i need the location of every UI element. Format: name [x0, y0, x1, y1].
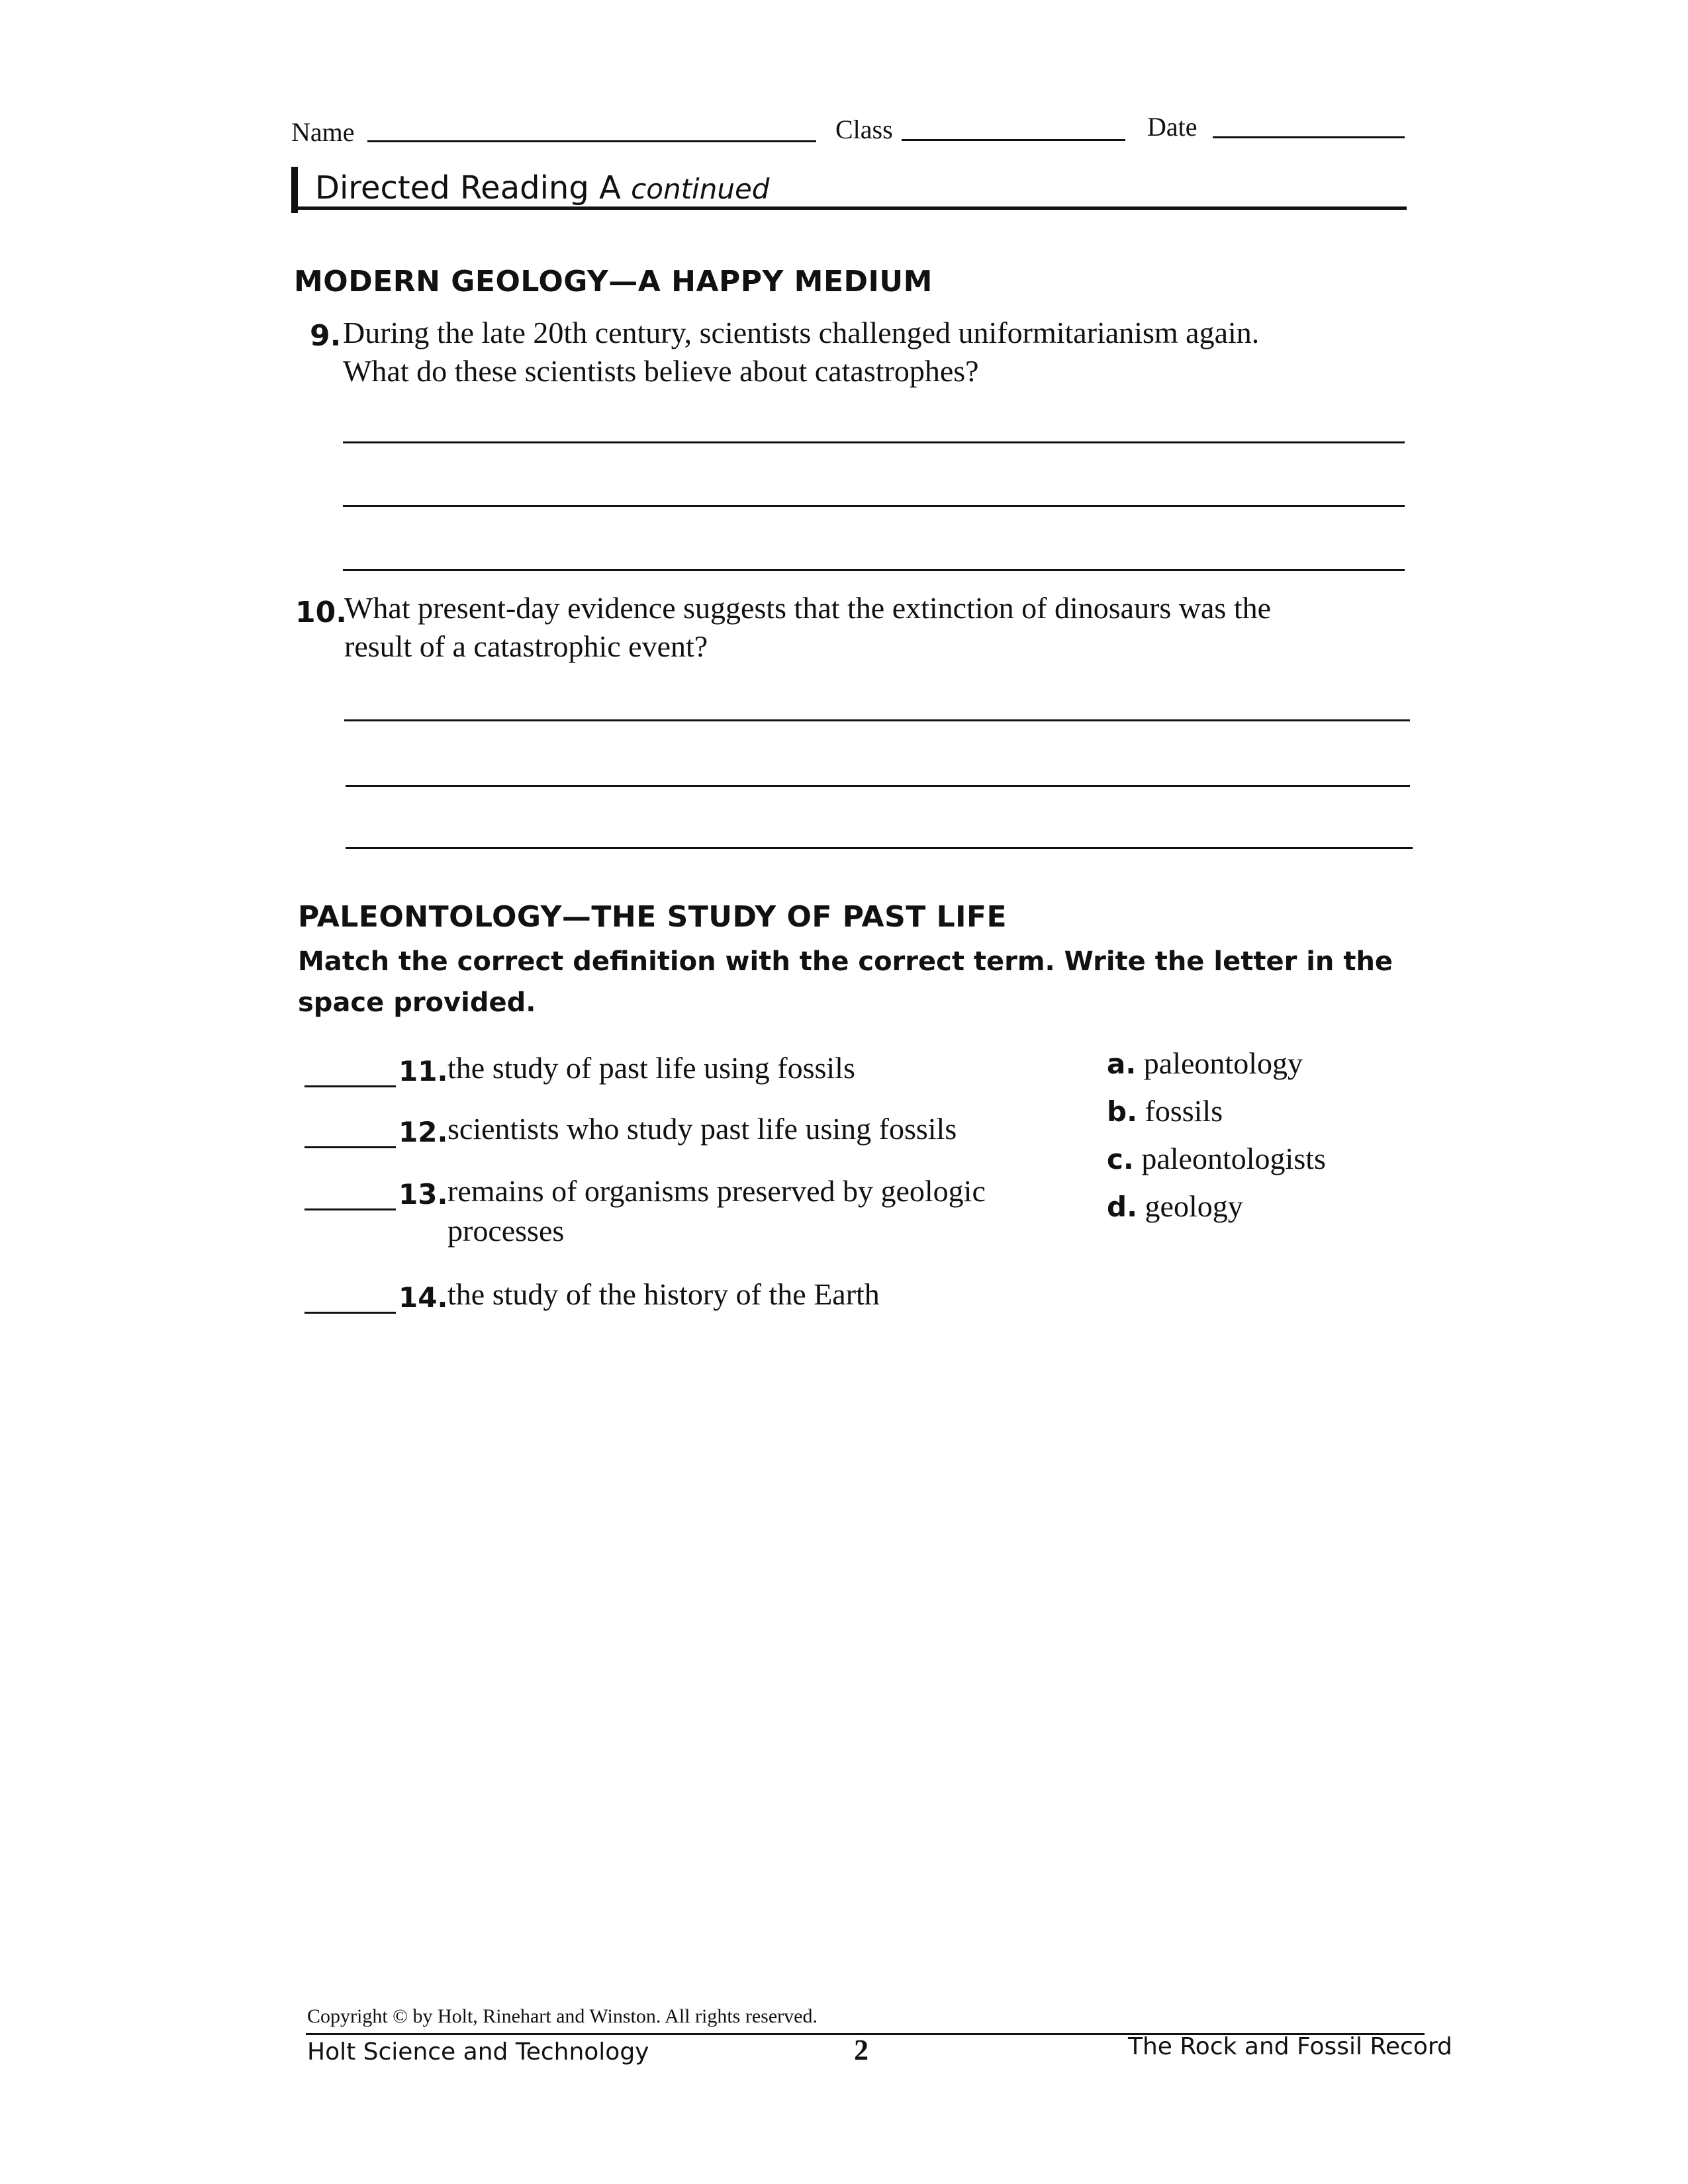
name-field[interactable] [367, 140, 816, 142]
answer-line-q10-1[interactable] [344, 719, 1410, 721]
book-title: The Rock and Fossil Record [1128, 2033, 1452, 2060]
question-line: What do these scientists believe about catastrophes? [343, 354, 979, 388]
option-term: paleontology [1143, 1046, 1303, 1080]
section-heading-paleontology: PALEONTOLOGY—THE STUDY OF PAST LIFE [298, 900, 1008, 934]
item-line: the study of past life using fossils [447, 1051, 855, 1085]
question-line: result of a catastrophic event? [344, 629, 708, 663]
option-letter: a. [1107, 1048, 1137, 1080]
instructions: Match the correct definition with the correct term. Write the letter in the space provided. [298, 946, 1393, 1018]
banner-subtitle: continued [631, 173, 770, 205]
item-line: scientists who study past life using fossils [447, 1112, 957, 1146]
item-number: 11. [399, 1055, 448, 1087]
item-line: processes [447, 1214, 565, 1248]
option-term: fossils [1145, 1094, 1223, 1128]
option-a [1107, 1046, 1303, 1081]
item-line: the study of the history of the Earth [447, 1277, 880, 1311]
banner-title: Directed Reading A [315, 169, 621, 206]
item-number: 12. [399, 1116, 448, 1148]
copyright-notice: Copyright © by Holt, Rinehart and Winston. All rights reserved. [307, 2005, 818, 2027]
answer-line-q9-1[interactable] [343, 441, 1405, 443]
question-line: What present-day evidence suggests that the extinction of dinosaurs was the [344, 591, 1272, 625]
answer-blank-12[interactable] [305, 1146, 396, 1148]
option-letter: c. [1107, 1143, 1134, 1175]
question-number: 10. [295, 596, 347, 629]
item-number: 14. [399, 1281, 448, 1314]
option-b [1107, 1093, 1223, 1128]
option-letter: b. [1107, 1095, 1138, 1128]
item-text [447, 1171, 986, 1251]
class-label: Class [835, 114, 893, 144]
item-text [447, 1048, 855, 1088]
answer-blank-14[interactable] [305, 1312, 396, 1314]
answer-line-q10-3[interactable] [346, 847, 1413, 849]
item-text [447, 1109, 957, 1149]
publisher-name: Holt Science and Technology [307, 2038, 649, 2066]
section-heading-modern-geology: MODERN GEOLOGY—A HAPPY MEDIUM [294, 265, 933, 298]
question-text [344, 589, 1271, 666]
question-line: During the late 20th century, scientists challenged uniformitarianism again. [343, 316, 1260, 349]
date-label: Date [1147, 112, 1197, 142]
option-letter: d. [1107, 1191, 1138, 1223]
option-term: geology [1145, 1189, 1243, 1223]
answer-line-q10-2[interactable] [346, 785, 1410, 787]
banner [315, 169, 769, 206]
question-text [343, 314, 1259, 390]
name-label: Name [291, 117, 355, 147]
date-field[interactable] [1213, 136, 1405, 138]
option-term: paleontologists [1141, 1142, 1326, 1175]
class-field[interactable] [902, 139, 1125, 141]
page-number: 2 [854, 2034, 868, 2066]
option-d [1107, 1189, 1243, 1224]
answer-line-q9-2[interactable] [343, 505, 1405, 507]
item-text [447, 1275, 880, 1314]
option-c [1107, 1141, 1326, 1176]
item-line: remains of organisms preserved by geologic [447, 1174, 986, 1208]
answer-blank-13[interactable] [305, 1208, 396, 1210]
answer-line-q9-3[interactable] [343, 569, 1405, 571]
question-number: 9. [310, 319, 342, 353]
answer-blank-11[interactable] [305, 1085, 396, 1087]
item-number: 13. [399, 1178, 448, 1210]
banner-rule [291, 206, 1407, 210]
